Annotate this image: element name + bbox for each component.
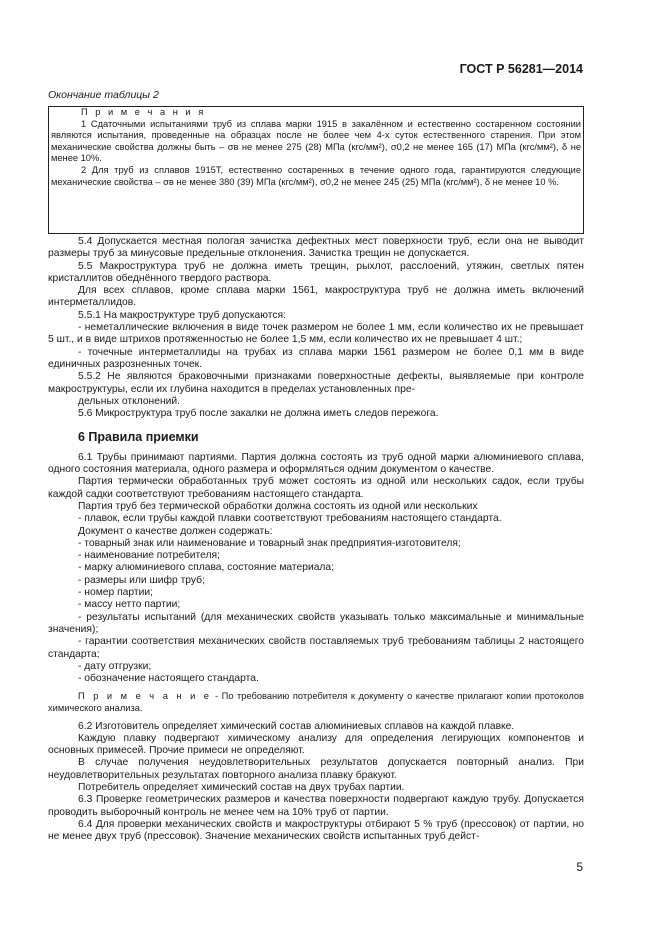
paragraph-5-4: 5.4 Допускается местная пологая зачистка дефектных мест поверхности труб, если она не выводит размеры труб за минусовые предельные отклонения. Зачистка трещин не допускается. <box>48 236 584 260</box>
document-id: ГОСТ Р 56281—2014 <box>459 62 583 76</box>
list-item: - размеры или шифр труб; <box>78 574 205 586</box>
page-number: 5 <box>576 860 583 874</box>
note-2: 2 Для труб из сплавов 1915Т, естественно состаренных в течение одного года, гарантируются следующие механические свойства – σв не менее 380 (39) МПа (кгс/мм²), σ0,2 не менее 245 (25) МПа (кгс/мм²), δ не менее 10 %. <box>51 164 581 187</box>
list-item: - товарный знак или наименование и товарный знак предприятия-изготовителя; <box>78 537 461 549</box>
paragraph-6-1d: - плавок, если трубы каждой плавки соответствуют требованиям настоящего стандарта. <box>78 513 502 525</box>
note-label: П р и м е ч а н и е <box>78 691 212 702</box>
paragraph-6-1b: Партия термически обработанных труб может состоять из одной или нескольких садок, если трубы каждой садки соответствуют требованиям настоящего стандарта. <box>48 476 584 500</box>
paragraph-5-5-1a: - неметаллические включения в виде точек размером не более 1 мм, если количество их не превышает 5 шт., и в виде штрихов протяженностью не более 1,5 мм, если количество их не превышает 4 шт.; <box>48 322 584 346</box>
paragraph-5-5: 5.5 Макроструктура труб не должна иметь трещин, рыхлот, расслоений, утяжин, светлых пятен кристаллитов обеднённого твердого раствора. <box>48 260 584 284</box>
paragraph-5-5-2: 5.5.2 Не являются браковочными признаками поверхностные дефекты, выявляемые при контроле макроструктуры, если их глубина находится в пределах установленных пре- <box>48 371 584 395</box>
list-item: - обозначение настоящего стандарта. <box>78 673 259 685</box>
list-item: - дату отгрузки; <box>78 660 152 672</box>
note-1: 1 Сдаточными испытаниями труб из сплава марки 1915 в закалённом и естественно состаренном состоянии являются испытания, проведенные на образцах после не более чем 4-х суток естественного старения. При этом механические свойства должны быть – σв не менее 275 (28) МПа (кгс/мм²), σ0,2 не менее 165 (17) МПа (кгс/мм²), δ не менее 10%. <box>51 118 581 164</box>
list-item-guarantee: - гарантии соответствия механических свойств поставляемых труб требованиям таблицы 2 настоящего стандарта; <box>48 636 584 660</box>
paragraph-5-6: 5.6 Микроструктура труб после закалки не должна иметь следов пережога. <box>78 408 439 420</box>
paragraph-6-1: 6.1 Трубы принимают партиями. Партия должна состоять из труб одной марки алюминиевого сплава, одного состояния материала, одного размера и оформляться одним документом о качестве. <box>48 451 584 476</box>
paragraph-6-2c: В случае получения неудовлетворительных результатов допускается повторный анализ. При неудовлетворительных результатах повторного анализа плавку бракуют. <box>48 757 584 781</box>
note-text: - По требованию потребителя к документу о качестве прилагают копии протоколов химического анализа. <box>48 691 584 713</box>
body-text <box>48 236 584 844</box>
paragraph-5-5-2b: дельных отклонений. <box>78 395 181 407</box>
list-item-results: - результаты испытаний (для механических свойств указывать только максимальные и минимальные значения); <box>48 611 584 635</box>
notes-box <box>48 106 584 234</box>
quality-doc-intro: Документ о качестве должен содержать: <box>78 525 273 537</box>
paragraph-6-3: 6.3 Проверке геометрических размеров и качества поверхности подвергают каждую трубу. Допускается проводить выборочный контроль не менее чем на 10% труб от партии. <box>48 794 584 818</box>
list-item: - марку алюминиевого сплава, состояние материала; <box>78 562 335 574</box>
paragraph-6-1c: Партия труб без термической обработки должна состоять из одной или нескольких <box>78 500 478 512</box>
list-item: - номер партии; <box>78 587 153 599</box>
paragraph-6-2: 6.2 Изготовитель определяет химический состав алюминиевых сплавов на каждой плавке. <box>78 720 515 732</box>
note-paragraph <box>48 691 584 714</box>
paragraph-6-2d: Потребитель определяет химический состав на двух трубах партии. <box>78 782 405 794</box>
paragraph-5-5-1: 5.5.1 На макроструктуре труб допускаются: <box>78 309 286 321</box>
paragraph-6-4: 6.4 Для проверки механических свойств и макроструктуры отбирают 5 % труб (прессовок) от партии, но не менее двух труб (прессовок). Значение механических свойств испытанных труб дейст- <box>48 818 584 843</box>
list-item: - наименование потребителя; <box>78 550 220 562</box>
notes-title: П р и м е ч а н и я <box>81 107 206 117</box>
paragraph-5-5b: Для всех сплавов, кроме сплава марки 1561, макроструктура труб не должна иметь включений интерметаллидов. <box>48 285 584 309</box>
paragraph-5-5-1b: - точечные интерметаллиды на трубах из сплава марки 1561 размером не более 0,1 мм в виде единичных разрозненных точек. <box>48 346 584 370</box>
paragraph-6-2b: Каждую плавку подвергают химическому анализу для определения легирующих компонентов и основных примесей. Прочие примеси не определяют. <box>48 732 584 757</box>
section-6-heading: 6 Правила приемки <box>78 430 199 445</box>
list-item: - массу нетто партии; <box>78 599 181 611</box>
table-continuation-caption: Окончание таблицы 2 <box>48 89 159 101</box>
